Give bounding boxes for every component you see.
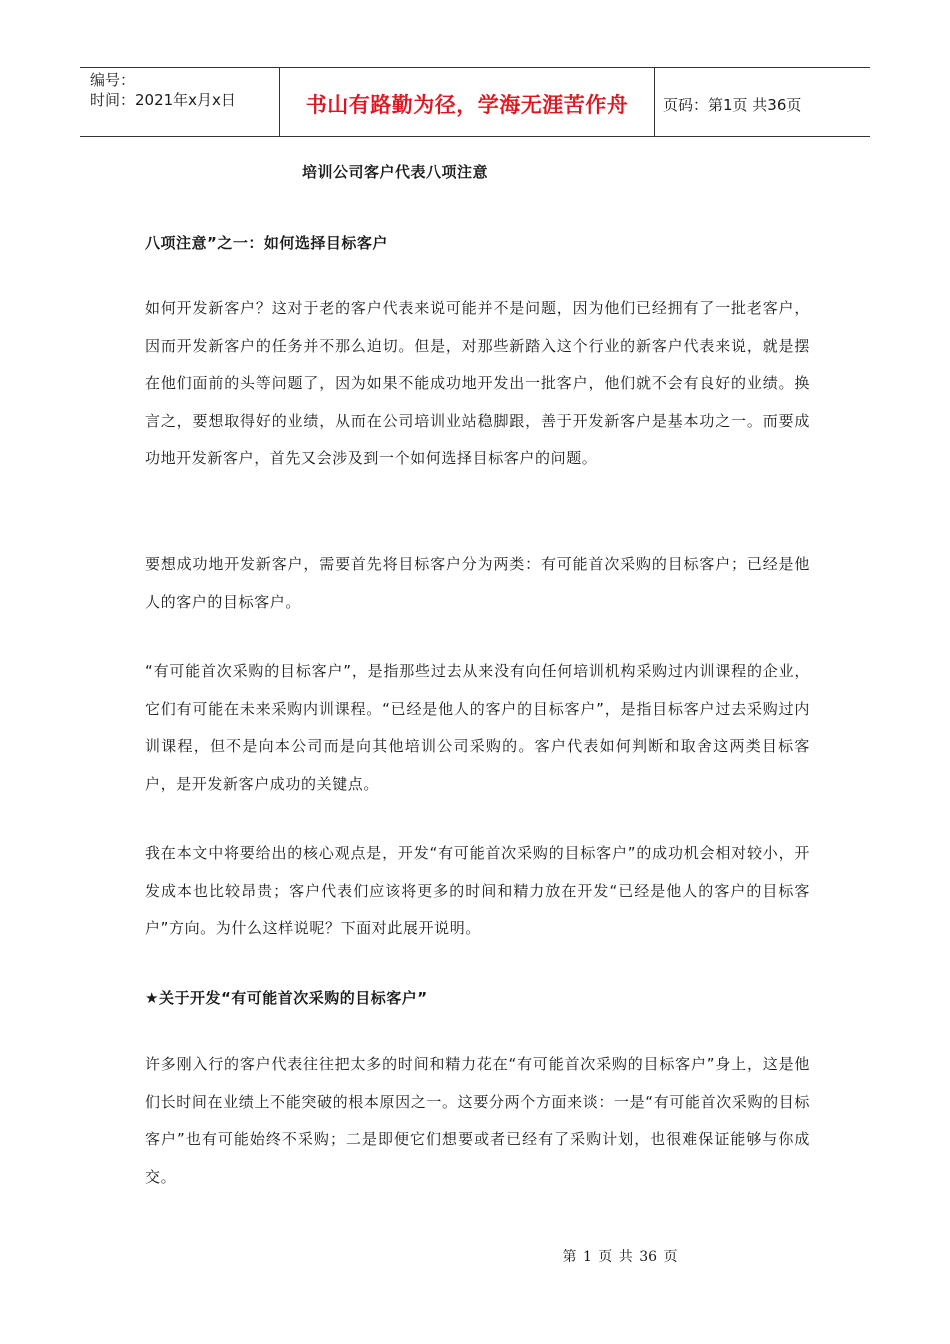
document-header [80, 67, 870, 137]
page-footer: 第 1 页 共 36 页 [562, 1249, 678, 1265]
section1-heading: 八项注意”之一：如何选择目标客户 [145, 234, 388, 252]
paragraph-2: 要想成功地开发新客户，需要首先将目标客户分为两类：有可能首次采购的目标客户；已经是他人的客户的目标客户。 [145, 555, 810, 611]
paragraph-5: 许多刚入行的客户代表往往把太多的时间和精力花在“有可能首次采购的目标客户”身上，这是他们长时间在业绩上不能突破的根本原因之一。这要分两个方面来谈：一是“有可能首次采购的目标客户”也有可能始终不采购；二是即便它们想要或者已经有了采购计划，也很难保证能够与你成交。 [145, 1055, 810, 1186]
header-motto: 书山有路勤为径，学海无涯苦作舟 [280, 68, 655, 136]
paragraph-4: 我在本文中将要给出的核心观点是，开发“有可能首次采购的目标客户”的成功机会相对较小，开发成本也比较昂贵；客户代表们应该将更多的时间和精力放在开发“已经是他人的客户的目标客户”方向。为什么这样说呢？下面对此展开说明。 [145, 844, 810, 937]
header-time-label: 时间：2021年x月x日 [90, 91, 236, 109]
section2-heading: ★关于开发“有可能首次采购的目标客户” [145, 989, 428, 1007]
header-meta [80, 68, 280, 136]
header-number-label: 编号： [90, 71, 136, 89]
document-title: 培训公司客户代表八项注意 [301, 163, 488, 181]
paragraph-1: 如何开发新客户？这对于老的客户代表来说可能并不是问题，因为他们已经拥有了一批老客户，因而开发新客户的任务并不那么迫切。但是，对那些新踏入这个行业的新客户代表来说，就是摆在他们面前的头等问题了，因为如果不能成功地开发出一批客户，他们就不会有良好的业绩。换言之，要想取得好的业绩，从而在公司培训业站稳脚跟，善于开发新客户是基本功之一。而要成功地开发新客户，首先又会涉及到一个如何选择目标客户的问题。 [145, 299, 810, 467]
paragraph-3: “有可能首次采购的目标客户”，是指那些过去从来没有向任何培训机构采购过内训课程的企业，它们有可能在未来采购内训课程。“已经是他人的客户的目标客户”，是指目标客户过去采购过内训课程，但不是向本公司而是向其他培训公司采购的。客户代表如何判断和取舍这两类目标客户，是开发新客户成功的关键点。 [145, 662, 810, 793]
header-page-label: 页码：第1页 共36页 [663, 95, 802, 114]
